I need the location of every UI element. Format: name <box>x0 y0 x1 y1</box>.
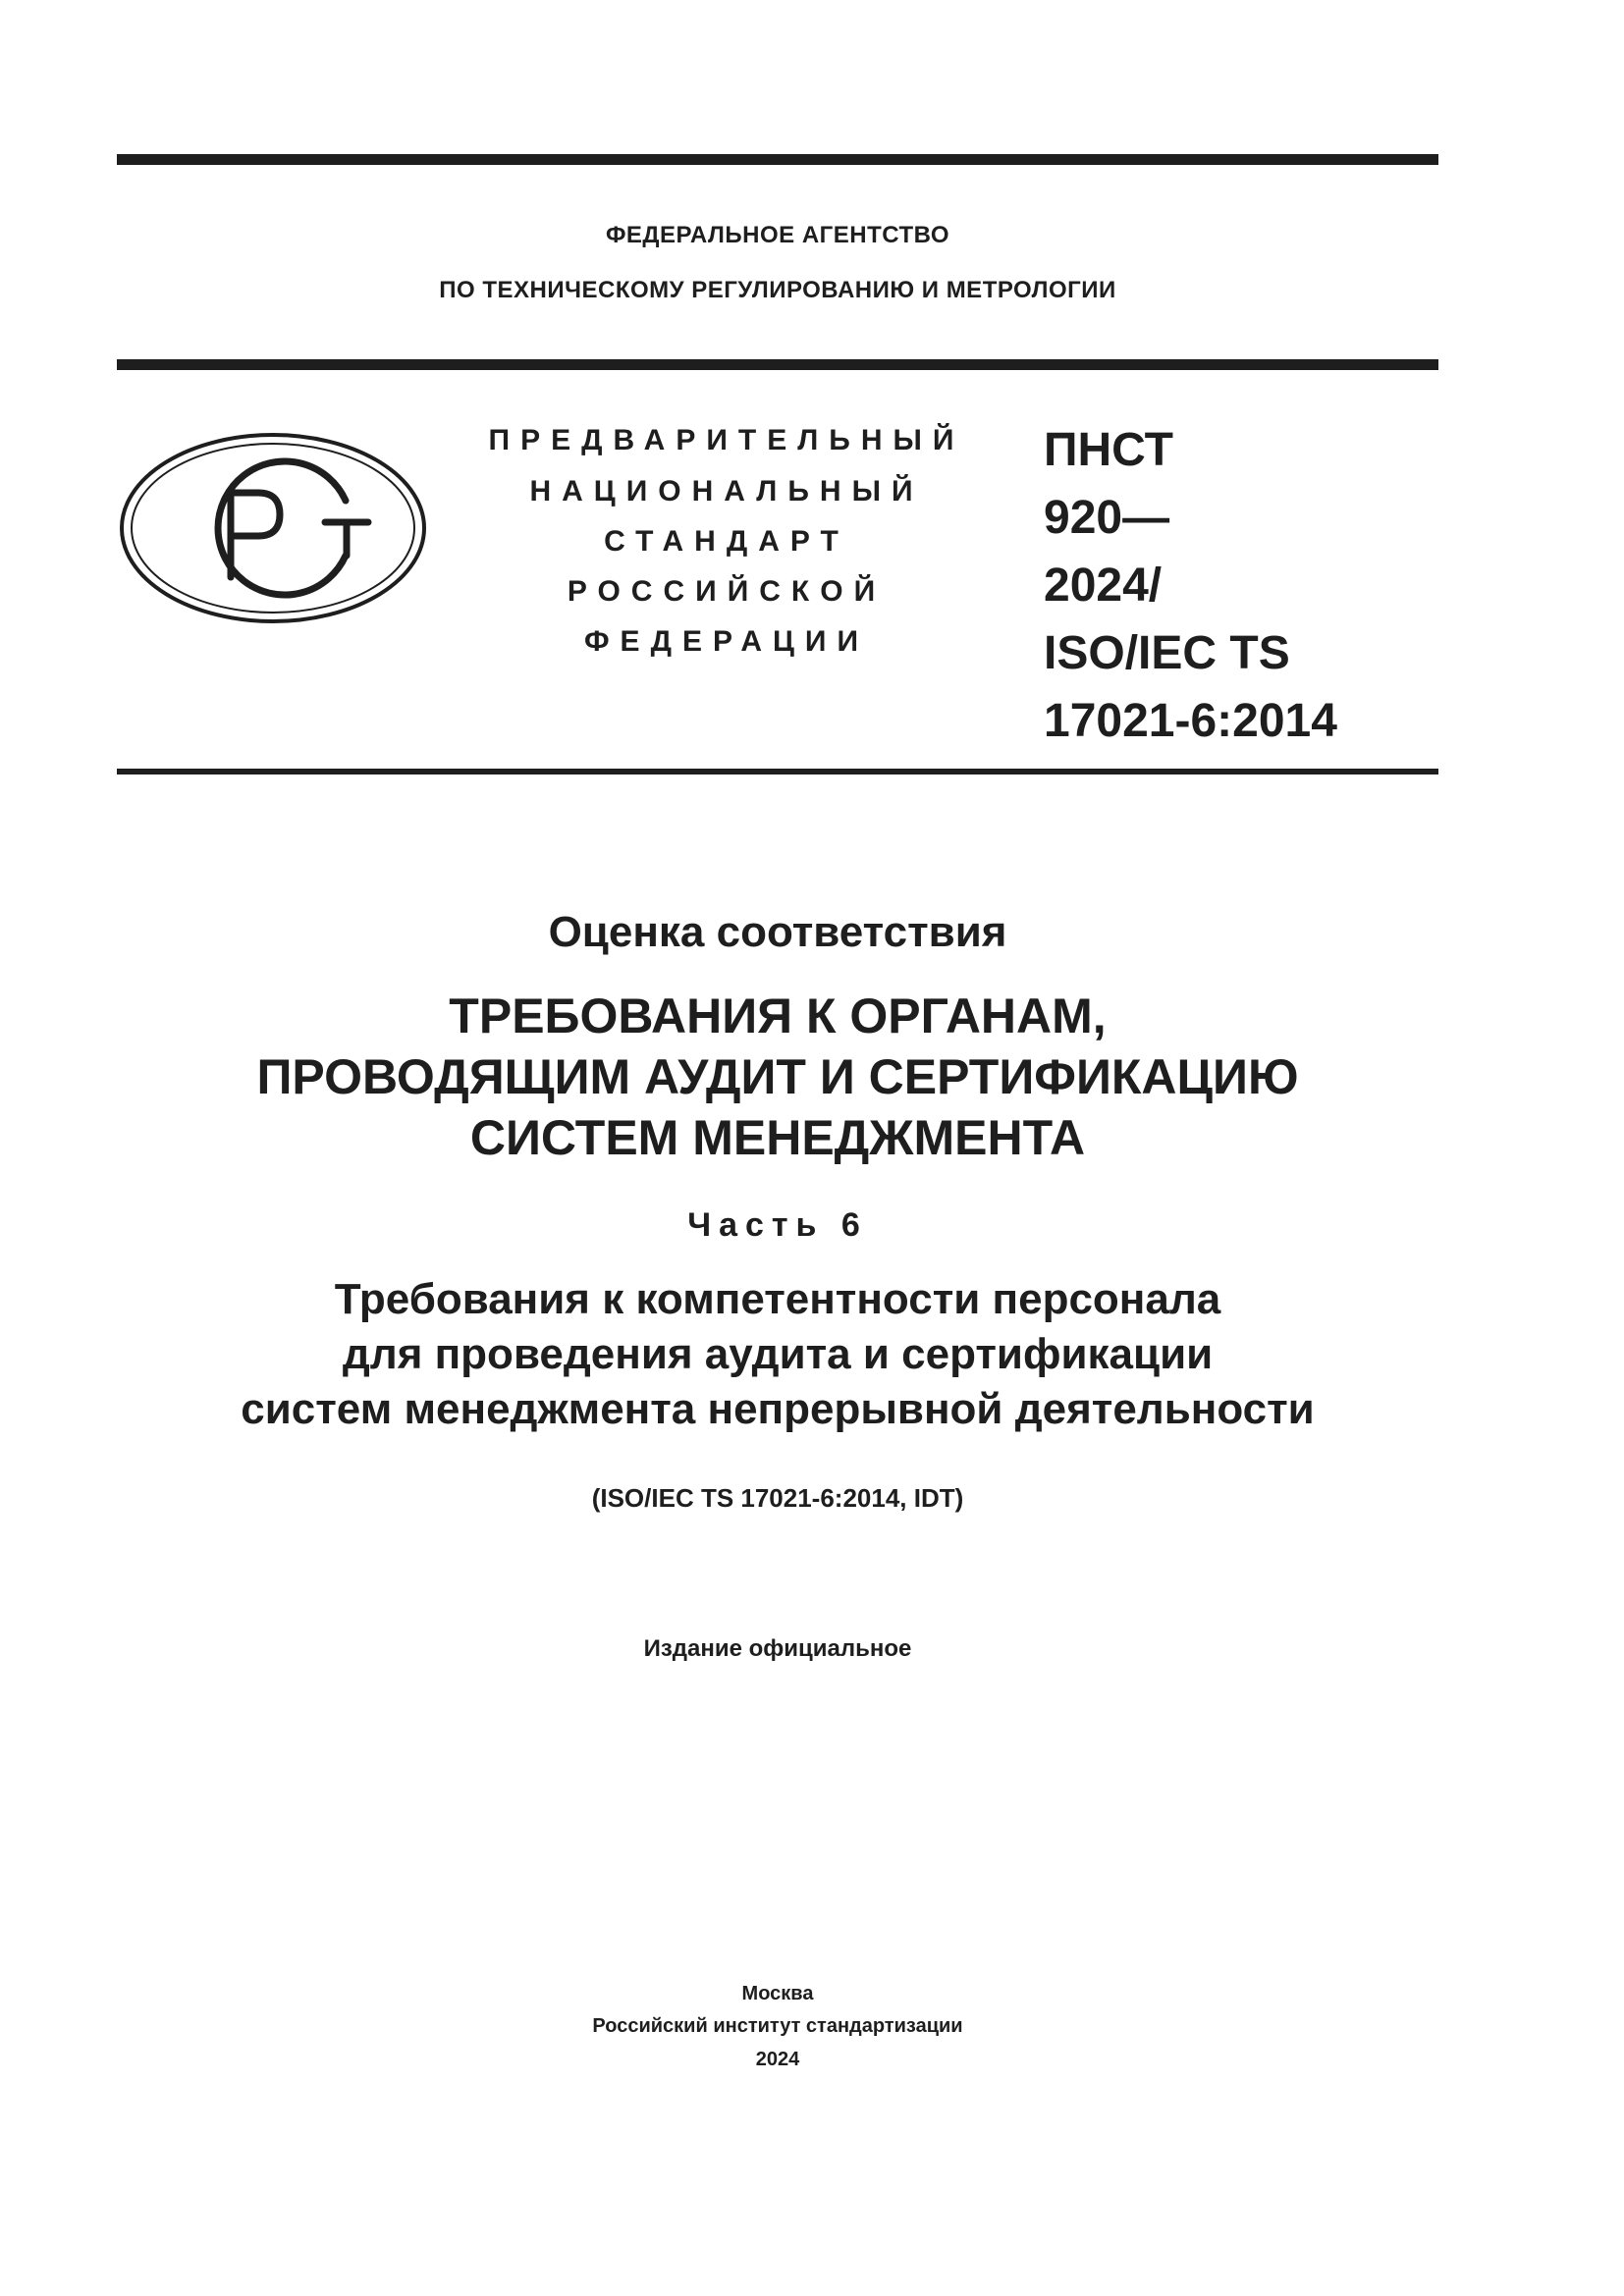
title-series: Оценка соответствия <box>548 908 1007 956</box>
agency-name-line-2: ПО ТЕХНИЧЕСКОМУ РЕГУЛИРОВАНИЮ И МЕТРОЛОГИИ <box>439 277 1116 303</box>
part-number: Часть 6 <box>687 1206 868 1244</box>
gost-r-logo-icon <box>117 430 429 626</box>
subtitle <box>117 1272 1438 1437</box>
imprint-publisher: Российский институт стандартизации <box>592 2015 963 2037</box>
main-title-line: СИСТЕМ МЕНЕДЖМЕНТА <box>469 1110 1086 1165</box>
status-line: ФЕДЕРАЦИИ <box>583 625 870 658</box>
designation-line: 920— <box>1044 492 1170 544</box>
status-line: НАЦИОНАЛЬНЫЙ <box>529 475 924 507</box>
edition-label: Издание официальное <box>643 1635 912 1662</box>
designation-line: 2024/ <box>1044 560 1163 612</box>
imprint-city: Москва <box>741 1983 814 2004</box>
designation-line: ПНСТ <box>1044 424 1173 476</box>
designation-line: ISO/IEC TS <box>1044 627 1290 679</box>
designation-rule <box>117 769 1438 774</box>
header-rule <box>117 359 1438 370</box>
status-line: РОССИЙСКОЙ <box>567 575 887 608</box>
main-title-line: ПРОВОДЯЩИМ АУДИТ И СЕРТИФИКАЦИЮ <box>256 1049 1299 1104</box>
status-line: СТАНДАРТ <box>604 525 849 558</box>
status-line: ПРЕДВАРИТЕЛЬНЫЙ <box>488 424 965 456</box>
main-title-line: ТРЕБОВАНИЯ К ОРГАНАМ, <box>449 988 1107 1043</box>
standard-identity: (ISO/IEC TS 17021-6:2014, IDT) <box>591 1483 964 1513</box>
designation-line: 17021-6:2014 <box>1044 695 1337 747</box>
top-rule <box>117 154 1438 165</box>
main-title <box>117 986 1438 1168</box>
subtitle-line: систем менеджмента непрерывной деятельности <box>241 1385 1315 1433</box>
subtitle-line: для проведения аудита и сертификации <box>342 1330 1214 1378</box>
imprint-year: 2024 <box>755 2049 800 2070</box>
subtitle-line: Требования к компетентности персонала <box>334 1275 1221 1323</box>
agency-name-line-1: ФЕДЕРАЛЬНОЕ АГЕНТСТВО <box>605 222 950 248</box>
